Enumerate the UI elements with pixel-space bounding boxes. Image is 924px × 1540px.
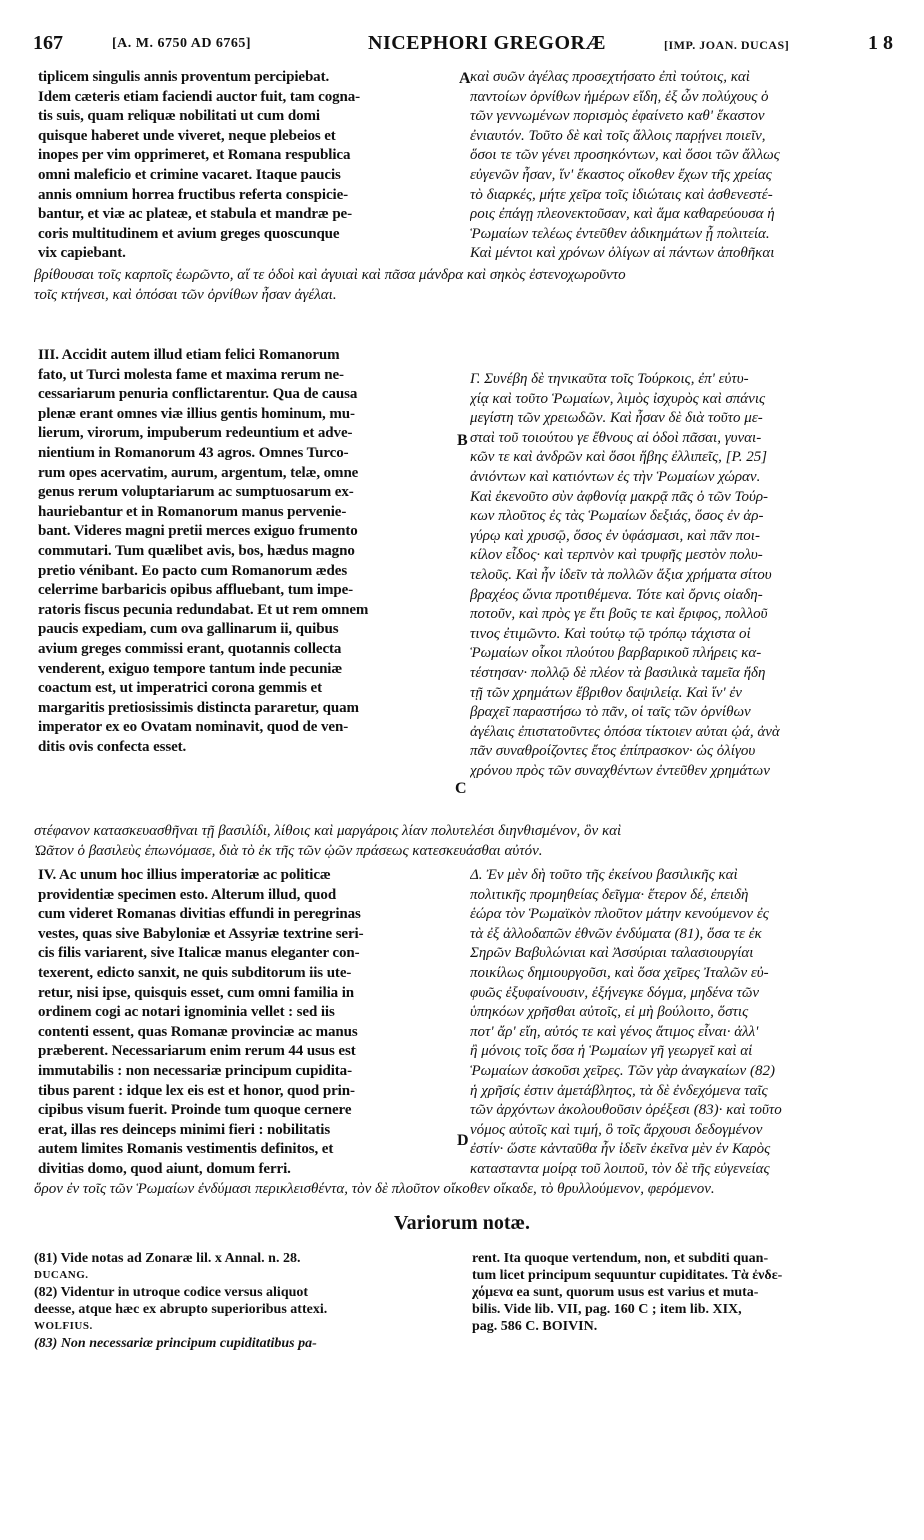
text-line: contenti essent, quas Romanæ provinciæ ac manus: [38, 1023, 358, 1040]
text-line: κατασταντα μοίρᾳ τοῦ λοιποῦ, τὸν δὲ τῆς εὐγενείας: [470, 1160, 770, 1177]
greek-fullwidth-2: [34, 822, 890, 861]
notes-heading: Variorum notæ.: [394, 1212, 530, 1234]
text-line: ροις ἐπάγῃ πλεονεκτοῦσαν, καὶ ἅμα καθαρεύουσα ἡ: [470, 206, 775, 223]
text-line: autem limites Romanis vestimentis definitos, et: [38, 1141, 334, 1158]
text-line: εὐγενῶν ἦσαν, ἵν' ἕκαστος οἴκοθεν ἔχων τῆς χρείας: [470, 166, 772, 183]
text-line: βραχεῖ παραστήσω τὸ πᾶν, οἱ ταῖς τῶν ὀρνίθων: [470, 704, 751, 721]
text-line: ratoris fiscus pecunia redundabat. Et ut rem omnem: [38, 601, 369, 618]
text-line: imperator ex eo Ovatam nominavit, quod de ven-: [38, 719, 349, 736]
note-line: (82) Videntur in utroque codice versus aliquot: [34, 1285, 309, 1300]
text-line: cipibus visum fuerit. Proinde tum quoque cernere: [38, 1102, 352, 1119]
greek-fullwidth-3: [34, 1180, 890, 1200]
note-line: pag. 586 C. BOIVIN.: [472, 1319, 598, 1334]
text-line: margaritis pretiosissimis distincta pararetur, quam: [38, 699, 359, 716]
text-line: commutari. Tum quælibet avis, bos, hædus magno: [38, 542, 355, 559]
text-line: venderent, exiguo tempore tantum inde pecuniæ: [38, 660, 343, 677]
text-line: ποτ' ἄρ' εἴη, αὐτός τε καὶ γένος ἄτιμος εἶναι· ἀλλ': [470, 1023, 759, 1040]
text-line: rum opes acervatim, aurum, argentum, telæ, omne: [38, 464, 359, 481]
margin-letter-c: C: [455, 780, 467, 797]
text-line: ὅρον ἐν τοῖς τῶν Ῥωμαίων ἐνδύμασι περικλεισθέντα, τὸν δὲ πλοῦτον οἴκοθεν οἴκαδε, τὸ θρυλλούμενον, φερόμενον.: [34, 1181, 715, 1197]
page-number-left: 167: [33, 32, 63, 54]
text-line: Καὶ ἐκενοῦτο σὺν ἀφθονίᾳ μακρᾷ πᾶς ὁ τῶν Τούρ-: [470, 488, 769, 505]
note-attribution: DUCANG.: [34, 1269, 89, 1281]
text-line: κων πλοῦτος ἐς τὰς Ῥωμαίων δεξιάς, ὅσος ἐν ἀρ-: [470, 508, 764, 525]
text-line: γύρῳ καὶ χρυσῷ, ὅσος ἐν ὑφάσμασι, καὶ πᾶν ποι-: [470, 527, 760, 544]
text-line: τινος ἐτιμῶντο. Καὶ τούτῳ τῷ τρόπῳ τάχιστα οἱ: [470, 625, 751, 642]
text-line: divitias domo, quod aiunt, domum ferri.: [38, 1160, 291, 1177]
text-line: vix capiebant.: [38, 245, 126, 262]
margin-letter-a: A: [459, 70, 471, 87]
text-line: τῇ τῶν χρημάτων ἔβριθον δαψιλείᾳ. Καὶ ἵν' ἐν: [470, 684, 742, 701]
text-line: III. Accidit autem illud etiam felici Romanorum: [38, 347, 340, 363]
note-line: (81) Vide notas ad Zonaræ lil. x Annal. n. 28.: [34, 1251, 301, 1266]
text-line: φυῶς ἐξυφαίνουσιν, ἐξήνεγκε δόγμα, μηδένα τῶν: [470, 984, 760, 1001]
text-line: ποτοῦν, καὶ πρὸς γε ἔτι βοῦς τε καὶ ἔριφος, πολλοῦ: [470, 606, 768, 623]
text-line: ἢ μόνοις τοῖς ὅσα ἡ Ῥωμαίων γῆ γεωργεῖ καὶ αἱ: [470, 1043, 753, 1060]
text-line: paucis expediam, cum ova gallinarum ii, quibus: [38, 621, 339, 638]
text-line: Ῥωμαίων οἶκοι πλούτου βαρβαρικοῦ πλήρεις κα-: [470, 645, 762, 662]
note-line: bilis. Vide lib. VII, pag. 160 C ; item lib. XIX,: [472, 1302, 742, 1317]
text-line: τὰ ἐξ ἀλλοδαπῶν ἐθνῶν ἐνδύματα (81), ὅσα τε ἐκ: [470, 925, 762, 942]
text-line: bant. Videres magni pretii merces exiguo frumento: [38, 523, 358, 540]
text-line: retur, nisi ipse, quisquis esset, cum omni familia in: [38, 984, 354, 1001]
text-line: βραχέος ὤνια προτιθέμενα. Τότε καὶ ὄρνις οἰαδη-: [470, 586, 763, 603]
text-line: ὅσοι τε τῶν γένει προσηκόντων, καὶ ὅσοι τῶν ἄλλως: [470, 147, 780, 164]
text-line: coactum est, ut imperatrici corona gemmis et: [38, 680, 322, 697]
text-line: genus rerum voluptariarum ac sumptuosarum ex-: [38, 484, 354, 501]
text-line: ordinem cogi ac notari ignominia vellet : sed iis: [38, 1004, 335, 1021]
note-line: (83) Non necessariæ principum cupiditatibus pa-: [34, 1336, 317, 1351]
text-line: τῶν γεννωμένων πορισμὸς ἐφαίνετο καθ' ἕκαστον: [470, 108, 765, 125]
text-line: Ὠᾶτον ὁ βασιλεὺς ἐπωνόμασε, διὰ τὸ ἐκ τῆς τῶν ᾠῶν πράσεως κατεσκευάσθαι αὐτόν.: [34, 842, 543, 859]
text-line: cis filis variarent, sive Italicæ manus eleganter con-: [38, 945, 360, 962]
text-line: κίλον εἶδος· καὶ τερπνὸν καὶ τρυφῆς μεστὸν πολυ-: [470, 547, 763, 564]
text-line: cum videret Romanas divitias effundi in peregrinas: [38, 906, 361, 923]
note-line: rent. Ita quoque vertendum, non, et subditi quan-: [472, 1251, 769, 1266]
text-line: immutabilis : non necessariæ principum cupidita-: [38, 1062, 352, 1079]
note-attribution: WOLFIUS.: [34, 1320, 93, 1332]
text-line: annis omnium horrea fructibus referta conspicie-: [38, 186, 349, 203]
notes-left-column: [34, 1250, 454, 1352]
running-header: [0, 32, 924, 68]
text-line: χίᾳ καὶ τοῦτο Ῥωμαίων, λιμὸς ἰσχυρὸς καὶ σπάνις: [470, 390, 766, 407]
text-line: Ῥωμαίων ἀσκοῦσι χεῖρες. Τῶν γὰρ ἀναγκαίων (82): [470, 1062, 775, 1079]
text-line: Δ. Ἐν μὲν δὴ τοῦτο τῆς ἐκείνου βασιλικῆς καὶ: [470, 867, 738, 883]
text-line: Ῥωμαίων τελέως ἐντεῦθεν ἀδικημάτων ᾖ πολιτεία.: [470, 225, 770, 242]
text-line: plenæ erant omnes viæ illius gentis hominum, mu-: [38, 405, 355, 422]
text-line: providentiæ specimen esto. Alterum illud, quod: [38, 886, 337, 903]
text-line: tibus parent : idque lex eis est et honor, quod prin-: [38, 1082, 355, 1099]
text-line: ἐνιαυτόν. Τοῦτο δὲ καὶ τοῖς ἄλλοις παρῄνει ποιεῖν,: [470, 127, 766, 144]
notes-right-column: [472, 1250, 892, 1335]
note-line: tum licet principum sequuntur cupiditates. Τὰ ἐνδε-: [472, 1268, 783, 1283]
year-range-right: [IMP. JOAN. DUCAS]: [664, 38, 790, 52]
text-line: πᾶν συναθροίζοντες ἔτος ἐπίπρασκον· ὡς ὀλίγου: [470, 743, 756, 760]
text-line: celerrime barbaricis opibus affluebant, tum impe-: [38, 582, 354, 599]
text-line: ἀγέλαις ἐπιστατοῦντες ὁπόσα τίκτοιεν αὐται ᾠά, ἀνὰ: [470, 723, 780, 740]
text-line: hauriebantur et in Romanorum manus perveniе-: [38, 503, 347, 520]
text-line: Idem cæteris etiam faciendi auctor fuit, tam cogna-: [38, 88, 361, 105]
text-line: πολιτικῆς προμηθείας δεῖγμα· ἕτερον δέ, ἐπειδὴ: [470, 886, 749, 903]
greek-column-2: [470, 370, 888, 781]
text-line: fato, ut Turci molesta fame et maxima rerum ne-: [38, 366, 344, 383]
text-line: τελοῦς. Καὶ ἦν ἰδεῖν τὰ πολλῶν ἄξια χρήματα σίτου: [470, 566, 772, 583]
margin-letter-d: D: [457, 1132, 469, 1149]
text-line: κῶν τε καὶ ἀνδρῶν καὶ ὅσοι ἥβης ἐλλιπεῖς, [P. 25]: [470, 449, 768, 466]
latin-column-3: [38, 866, 458, 1180]
text-line: ὑπηκόων χρῆσθαι αὐτοῖς, εἰ μὴ βούλοιτο, ὅστις: [470, 1004, 749, 1021]
text-line: avium greges commissi erant, quotannis collecta: [38, 640, 342, 657]
text-line: IV. Ac unum hoc illius imperatoriæ ac politicæ: [38, 867, 331, 883]
text-line: pretio vénibant. Eo pacto cum Romanorum ædes: [38, 562, 348, 579]
text-line: στέφανον κατασκευασθῆναι τῇ βασιλίδι, λίθοις καὶ μαργάροις λίαν πολυτελέσι διηνθισμένον, ὃν καὶ: [34, 823, 622, 839]
text-line: præberent. Necessariarum enim rerum 44 usus est: [38, 1043, 356, 1060]
text-line: tiplicem singulis annis proventum percipiebat.: [38, 69, 330, 85]
greek-fullwidth-1: [34, 266, 890, 305]
text-line: ἐστίν· ὥστε κἀνταῦθα ἦν ἰδεῖν ἐκεῖνα μὲν ἐν Καρὸς: [470, 1141, 771, 1158]
text-line: τοῖς κτήνεσι, καὶ ὁπόσαι τῶν ὀρνίθων ἦσαν ἀγέλαι.: [34, 286, 337, 303]
text-line: ditis ovis confecta esset.: [38, 738, 187, 755]
running-title: NICEPHORI GREGORÆ: [368, 32, 606, 54]
note-line: deesse, atque hæc ex abrupto superioribus attexi.: [34, 1302, 328, 1317]
page-number-right: 1 8: [868, 32, 893, 54]
text-line: ἑώρα τὸν Ῥωμαϊκὸν πλοῦτον μάτην κενούμενον ἐς: [470, 906, 769, 923]
text-line: bantur, et viæ ac plateæ, et stabula et mandræ pe-: [38, 206, 353, 223]
text-line: omni maleficio et crimine vacaret. Itaque paucis: [38, 166, 341, 183]
year-range-left: [A. M. 6750 AD 6765]: [112, 36, 252, 51]
text-line: ἀνιόντων καὶ κατιόντων ἐς τὴν Ῥωμαίων χώραν.: [470, 468, 761, 485]
text-line: Καὶ μέντοι καὶ χρόνων ὀλίγων αἱ πάντων ἀποθῆκαι: [470, 245, 775, 262]
text-line: quisque haberet unde viveret, neque plebeios et: [38, 127, 336, 144]
text-line: inopes per vim opprimeret, et Romana respublica: [38, 147, 351, 164]
text-line: Σηρῶν Βαβυλώνιαι καὶ Ἀσσύριαι ταλασιουργίαι: [470, 945, 754, 962]
greek-column-1: [470, 68, 888, 264]
text-line: καὶ συῶν ἀγέλας προσεχτήσατο ἐπὶ τούτοις, καὶ: [470, 69, 750, 85]
text-line: μεγίστη τῶν χρειωδῶν. Καὶ ἦσαν δὲ διὰ τοῦτο με-: [470, 410, 763, 427]
text-line: erat, illas res deinceps minimi fieri : nobilitatis: [38, 1121, 331, 1138]
text-line: tis suis, quam reliquæ nobilitati ut cum domi: [38, 108, 320, 125]
text-line: lierum, virorum, impuberum redeuntium et adve-: [38, 425, 353, 442]
latin-column-2: [38, 346, 458, 757]
text-line: vestes, quas sive Babyloniæ et Assyriæ textrine seri-: [38, 925, 364, 942]
greek-column-3: [470, 866, 888, 1180]
latin-column-1: [38, 68, 458, 264]
text-line: νόμος αὐτοῖς καὶ τιμή, ὃ τοῖς ἄρχουσι δεδογμένον: [470, 1121, 763, 1138]
text-line: ποικίλως δημιουργοῦσι, καὶ ὅσα χεῖρες Ἰταλῶν εὐ-: [470, 964, 769, 981]
text-line: βρίθουσαι τοῖς καρποῖς ἑωρῶντο, αἵ τε ὁδοὶ καὶ ἀγυιαὶ καὶ πᾶσα μάνδρα καὶ σηκὸς ἐστενοχωροῦντο: [34, 267, 626, 283]
text-line: σταὶ τοῦ τοιούτου γε ἔθνους αἱ ὁδοὶ πᾶσαι, γυναι-: [470, 429, 762, 446]
text-line: παντοίων ὀρνίθων ἡμέρων εἴδη, ἐξ ὧν πολύχους ὁ: [470, 88, 769, 105]
text-line: coris multitudinem et avium greges quoscunque: [38, 225, 340, 242]
margin-letter-b: B: [457, 432, 468, 449]
text-line: χρόνου πρὸς τῶν συναχθέντων ἐντεῦθεν χρημάτων: [470, 762, 770, 779]
text-line: τῶν ἀρχόντων ἀκολουθοῦσιν ὀρέξεσι (83)· καὶ τοῦτο: [470, 1102, 782, 1119]
text-line: ἡ χρῆσίς ἐστιν ἀμετάβλητος, τὰ δὲ ἐνδεχόμενα ταῖς: [470, 1082, 768, 1099]
text-line: texerent, edicto sanxit, ne quis subditorum iis ute-: [38, 964, 352, 981]
text-line: τέστησαν· πολλῷ δὲ πλέον τὰ βασιλικὰ ταμεῖα ἤδη: [470, 664, 766, 681]
text-line: τὸ διαρκές, μήτε χεῖρα τοῖς ἰδιώταις καὶ ἀσθενεστέ-: [470, 186, 773, 203]
text-line: nientium in Romanorum 43 agros. Omnes Turco-: [38, 444, 349, 461]
text-line: cessariarum penuria conflictarentur. Qua de causa: [38, 386, 358, 403]
text-line: Γ. Συνέβη δὲ τηνικαῦτα τοῖς Τούρκοις, ἐπ' εὐτυ-: [470, 371, 749, 387]
note-line: χόμενα ea sunt, quorum usus est varius et muta-: [472, 1285, 759, 1300]
